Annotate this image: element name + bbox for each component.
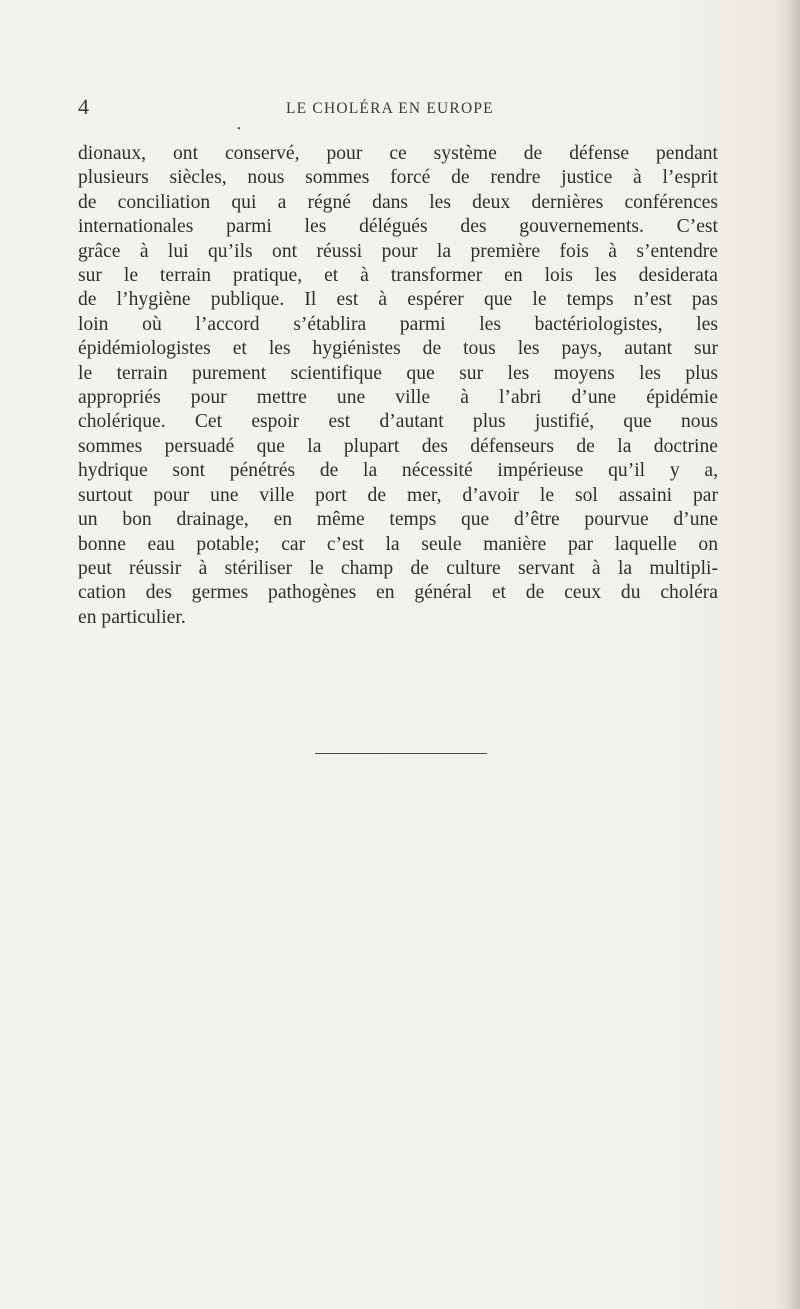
text-line: plusieurs siècles, nous sommes forcé de rendre justice à l’esprit [78, 167, 718, 189]
text-line: cholérique. Cet espoir est d’autant plus justifié, que nous [78, 411, 718, 433]
text-line: un bon drainage, en même temps que d’être pourvue d’une [78, 509, 718, 531]
text-line: appropriés pour mettre une ville à l’abri d’une épidémie [78, 387, 718, 409]
text-line: sommes persuadé que la plupart des défenseurs de la doctrine [78, 435, 718, 457]
text-line: sur le terrain pratique, et à transformer en lois les desiderata [78, 265, 718, 287]
text-line: hydrique sont pénétrés de la nécessité impérieuse qu’il y a, [78, 460, 718, 482]
body-paragraph [78, 142, 718, 630]
text-line: de conciliation qui a régné dans les deux dernières conférences [78, 191, 718, 213]
page-edge-shadow [784, 0, 800, 1309]
text-line-last: en particulier. [78, 606, 186, 628]
text-line: de l’hygiène publique. Il est à espérer que le temps n’est pas [78, 289, 718, 311]
running-header [78, 94, 718, 122]
page-number: 4 [78, 94, 89, 119]
text-line: épidémiologistes et les hygiénistes de tous les pays, autant sur [78, 338, 718, 360]
text-line: loin où l’accord s’établira parmi les bactériologistes, les [78, 313, 718, 335]
text-line: surtout pour une ville port de mer, d’avoir le sol assaini par [78, 484, 718, 506]
text-line: peut réussir à stériliser le champ de culture servant à la multipli- [78, 557, 718, 579]
running-title: LE CHOLÉRA EN EUROPE [286, 100, 494, 117]
text-line: cation des germes pathogènes en général et de ceux du choléra [78, 582, 718, 604]
text-line: internationales parmi les délégués des gouvernements. C’est [78, 216, 718, 238]
text-line: dionaux, ont conservé, pour ce système de défense pendant [78, 143, 718, 164]
text-line: bonne eau potable; car c’est la seule manière par laquelle on [78, 533, 718, 555]
section-divider-rule [315, 753, 487, 754]
text-line: le terrain purement scientifique que sur les moyens les plus [78, 362, 718, 384]
text-line: grâce à lui qu’ils ont réussi pour la première fois à s’entendre [78, 240, 718, 262]
ink-speck-icon: • [237, 124, 241, 135]
